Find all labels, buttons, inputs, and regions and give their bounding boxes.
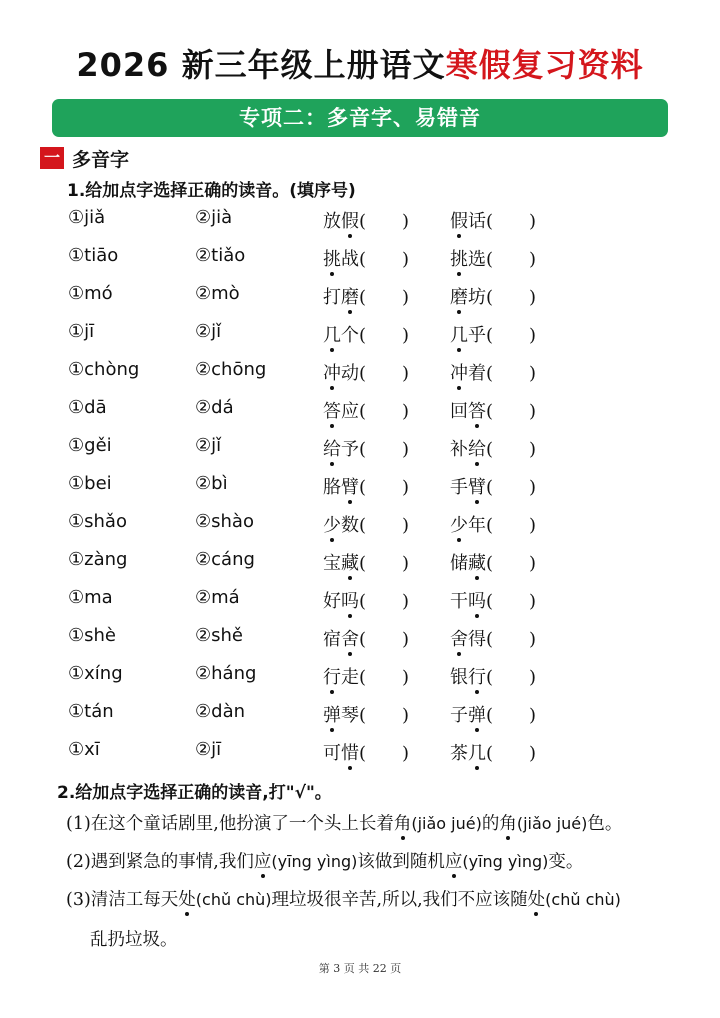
sentence-text: 变。: [548, 852, 584, 872]
word-char: 好: [323, 591, 341, 612]
pinyin-choices[interactable]: (yīng yìng): [462, 852, 549, 871]
answer-blank[interactable]: ( ): [486, 629, 537, 650]
title-highlight: 寒假复习资料: [445, 46, 644, 84]
word-with-blank: [323, 283, 409, 309]
pinyin-choices[interactable]: (yīng yìng): [271, 852, 358, 871]
dotted-char: 给: [323, 439, 341, 460]
answer-row: [0, 199, 720, 237]
answer-blank[interactable]: ( ): [486, 477, 537, 498]
word-char: 话: [468, 211, 486, 232]
section-number-badge: 一: [40, 147, 64, 169]
option-1: ①gěi: [68, 435, 112, 456]
word-with-blank: [450, 549, 536, 575]
answer-blank[interactable]: ( ): [486, 439, 537, 460]
word-with-blank: [323, 739, 409, 765]
answer-row: [0, 731, 720, 769]
word-char: 年: [468, 515, 486, 536]
option-2: ②dàn: [195, 701, 246, 722]
word-char: 胳: [323, 477, 341, 498]
dotted-char: 挑: [323, 249, 341, 270]
page-number: 第 3 页 共 22 页: [318, 962, 402, 975]
sentence-text: 的: [481, 814, 500, 834]
dotted-char: 吗: [341, 591, 359, 612]
word-char: 宝: [323, 553, 341, 574]
answer-blank[interactable]: ( ): [486, 591, 537, 612]
answer-blank[interactable]: ( ): [486, 705, 537, 726]
sentence-1: [66, 810, 622, 835]
answer-row: [0, 427, 720, 465]
option-2: ②bì: [195, 473, 228, 494]
answer-blank[interactable]: ( ): [359, 629, 410, 650]
answer-blank[interactable]: ( ): [486, 553, 537, 574]
dotted-char: 冲: [450, 363, 468, 384]
answer-row: [0, 237, 720, 275]
dotted-char: 应: [253, 852, 272, 872]
dotted-char: 藏: [468, 553, 486, 574]
dotted-char: 角: [499, 814, 517, 834]
sentence-3-continuation: 乱扔垃圾。: [90, 930, 178, 950]
dotted-char: 吗: [468, 591, 486, 612]
word-with-blank: [450, 207, 536, 233]
option-1: ①xíng: [68, 663, 123, 684]
answer-blank[interactable]: ( ): [359, 591, 410, 612]
answer-row: [0, 465, 720, 503]
word-char: 打: [323, 287, 341, 308]
option-2: ②jǐ: [195, 321, 222, 342]
option-1: ①jī: [68, 321, 95, 342]
word-char: 储: [450, 553, 468, 574]
word-with-blank: [323, 321, 409, 347]
dotted-char: 处: [178, 890, 196, 910]
word-with-blank: [450, 283, 536, 309]
sentence-3: [66, 886, 621, 911]
answer-blank[interactable]: ( ): [359, 553, 410, 574]
word-char: 数: [341, 515, 359, 536]
word-char: 动: [341, 363, 359, 384]
answer-blank[interactable]: ( ): [486, 515, 537, 536]
word-char: 着: [468, 363, 486, 384]
word-char: 得: [468, 629, 486, 650]
answer-blank[interactable]: ( ): [486, 401, 537, 422]
dotted-char: 磨: [450, 287, 468, 308]
dotted-char: 挑: [450, 249, 468, 270]
option-2: ②tiǎo: [195, 245, 246, 266]
dotted-char: 磨: [341, 287, 359, 308]
word-with-blank: [450, 245, 536, 271]
dotted-char: 臂: [341, 477, 359, 498]
dotted-char: 藏: [341, 553, 359, 574]
sentence-text: 理垃圾很辛苦,所以,我们不应该随: [271, 890, 528, 910]
dotted-char: 少: [323, 515, 341, 536]
answer-blank[interactable]: ( ): [359, 211, 410, 232]
answer-blank[interactable]: ( ): [359, 705, 410, 726]
dotted-char: 给: [468, 439, 486, 460]
word-with-blank: [450, 663, 536, 689]
dotted-char: 惜: [341, 743, 359, 764]
option-1: ①chòng: [68, 359, 140, 380]
pinyin-choices[interactable]: (jiǎo jué): [516, 814, 588, 833]
word-with-blank: [450, 701, 536, 727]
answer-row: [0, 313, 720, 351]
word-with-blank: [450, 473, 536, 499]
dotted-char: 几: [323, 325, 341, 346]
answer-blank[interactable]: ( ): [486, 325, 537, 346]
dotted-char: 几: [450, 325, 468, 346]
dotted-char: 几: [468, 743, 486, 764]
word-with-blank: [323, 701, 409, 727]
answer-blank[interactable]: ( ): [359, 363, 410, 384]
answer-blank[interactable]: ( ): [486, 667, 537, 688]
pinyin-choices[interactable]: (chǔ chù): [545, 890, 621, 909]
word-char: 子: [450, 705, 468, 726]
word-char: 战: [341, 249, 359, 270]
word-char: 放: [323, 211, 341, 232]
word-char: 干: [450, 591, 468, 612]
sentence-text: 色。: [587, 814, 623, 834]
word-with-blank: [323, 359, 409, 385]
dotted-char: 行: [323, 667, 341, 688]
dotted-char: 角: [393, 814, 412, 834]
word-char: 可: [323, 743, 341, 764]
option-2: ②mò: [195, 283, 240, 304]
option-2: ②cáng: [195, 549, 255, 570]
word-char: 茶: [450, 743, 468, 764]
word-char: 应: [341, 401, 359, 422]
option-1: ①shè: [68, 625, 116, 646]
word-char: 补: [450, 439, 468, 460]
question-1-prompt: 1.给加点字选择正确的读音。(填序号): [67, 181, 356, 201]
word-char: 回: [450, 401, 468, 422]
answer-row: [0, 503, 720, 541]
option-2: ②jī: [195, 739, 222, 760]
page-title: [0, 40, 720, 86]
answer-blank[interactable]: ( ): [359, 401, 410, 422]
word-with-blank: [323, 663, 409, 689]
option-2: ②jǐ: [195, 435, 222, 456]
word-with-blank: [323, 245, 409, 271]
word-char: 选: [468, 249, 486, 270]
sentence-text: (2)遇到紧急的事情,我们: [66, 852, 254, 872]
option-1: ①mó: [68, 283, 113, 304]
answer-blank[interactable]: ( ): [486, 743, 537, 764]
dotted-char: 答: [468, 401, 486, 422]
dotted-char: 舍: [450, 629, 468, 650]
word-with-blank: [323, 511, 409, 537]
word-with-blank: [323, 625, 409, 651]
dotted-char: 臂: [468, 477, 486, 498]
answer-blank[interactable]: ( ): [359, 249, 410, 270]
sentence-text: (3)清洁工每天: [66, 890, 179, 910]
section-heading: [40, 146, 129, 170]
answer-blank[interactable]: ( ): [359, 325, 410, 346]
word-char: 予: [341, 439, 359, 460]
answer-blank[interactable]: ( ): [359, 287, 410, 308]
option-2: ②háng: [195, 663, 257, 684]
dotted-char: 行: [468, 667, 486, 688]
option-1: ①tiāo: [68, 245, 119, 266]
dotted-char: 假: [450, 211, 468, 232]
answer-row: [0, 579, 720, 617]
answer-row: [0, 275, 720, 313]
answer-blank[interactable]: ( ): [486, 249, 537, 270]
dotted-char: 应: [444, 852, 463, 872]
answer-blank[interactable]: ( ): [359, 667, 410, 688]
answer-blank[interactable]: ( ): [359, 743, 410, 764]
answer-blank[interactable]: ( ): [359, 515, 410, 536]
dotted-char: 假: [341, 211, 359, 232]
word-char: 银: [450, 667, 468, 688]
word-with-blank: [450, 587, 536, 613]
option-2: ②shě: [195, 625, 243, 646]
answer-blank[interactable]: ( ): [486, 363, 537, 384]
option-1: ①ma: [68, 587, 113, 608]
option-1: ①zàng: [68, 549, 128, 570]
answer-row: [0, 389, 720, 427]
option-1: ①xī: [68, 739, 100, 760]
answer-row: [0, 541, 720, 579]
dotted-char: 处: [527, 890, 546, 910]
dotted-char: 弹: [468, 705, 486, 726]
option-2: ②má: [195, 587, 240, 608]
option-1: ①shǎo: [68, 511, 127, 532]
section-title: 多音字: [72, 148, 130, 171]
word-with-blank: [450, 435, 536, 461]
pinyin-choices[interactable]: (chǔ chù): [195, 890, 272, 909]
option-2: ②shào: [195, 511, 254, 532]
dotted-char: 弹: [323, 705, 341, 726]
word-with-blank: [323, 435, 409, 461]
word-with-blank: [323, 549, 409, 575]
answer-row: [0, 693, 720, 731]
option-1: ①jiǎ: [68, 207, 106, 228]
word-with-blank: [450, 321, 536, 347]
answer-row: [0, 351, 720, 389]
answer-blank[interactable]: ( ): [359, 439, 410, 460]
word-with-blank: [323, 473, 409, 499]
option-2: ②jià: [195, 207, 233, 228]
word-with-blank: [450, 359, 536, 385]
topic-banner: 专项二：多音字、易错音: [52, 99, 668, 137]
option-1: ①tán: [68, 701, 114, 722]
word-char: 琴: [341, 705, 359, 726]
answer-row: [0, 617, 720, 655]
sentence-text: 该做到随机: [357, 852, 445, 872]
word-with-blank: [450, 511, 536, 537]
word-with-blank: [450, 397, 536, 423]
sentence-2: [66, 848, 583, 873]
option-1: ①bei: [68, 473, 112, 494]
word-with-blank: [450, 739, 536, 765]
word-with-blank: [323, 207, 409, 233]
option-1: ①dā: [68, 397, 107, 418]
dotted-char: 答: [323, 401, 341, 422]
answer-blank[interactable]: ( ): [486, 287, 537, 308]
pinyin-choices[interactable]: (jiǎo jué): [411, 814, 482, 833]
dotted-char: 舍: [341, 629, 359, 650]
word-with-blank: [323, 587, 409, 613]
question-2-prompt: 2.给加点字选择正确的读音,打"√"。: [57, 783, 332, 803]
word-char: 坊: [468, 287, 486, 308]
answer-row: [0, 655, 720, 693]
question-1-rows: [0, 199, 720, 769]
word-char: 个: [341, 325, 359, 346]
word-with-blank: [323, 397, 409, 423]
word-with-blank: [450, 625, 536, 651]
word-char: 手: [450, 477, 468, 498]
title-main: 2026 新三年级上册语文: [76, 46, 446, 84]
word-char: 宿: [323, 629, 341, 650]
option-2: ②chōng: [195, 359, 267, 380]
sentence-text: (1)在这个童话剧里,他扮演了一个头上长着: [66, 814, 394, 834]
answer-blank[interactable]: ( ): [359, 477, 410, 498]
answer-blank[interactable]: ( ): [486, 211, 537, 232]
option-2: ②dá: [195, 397, 234, 418]
word-char: 走: [341, 667, 359, 688]
word-char: 乎: [468, 325, 486, 346]
dotted-char: 冲: [323, 363, 341, 384]
dotted-char: 少: [450, 515, 468, 536]
